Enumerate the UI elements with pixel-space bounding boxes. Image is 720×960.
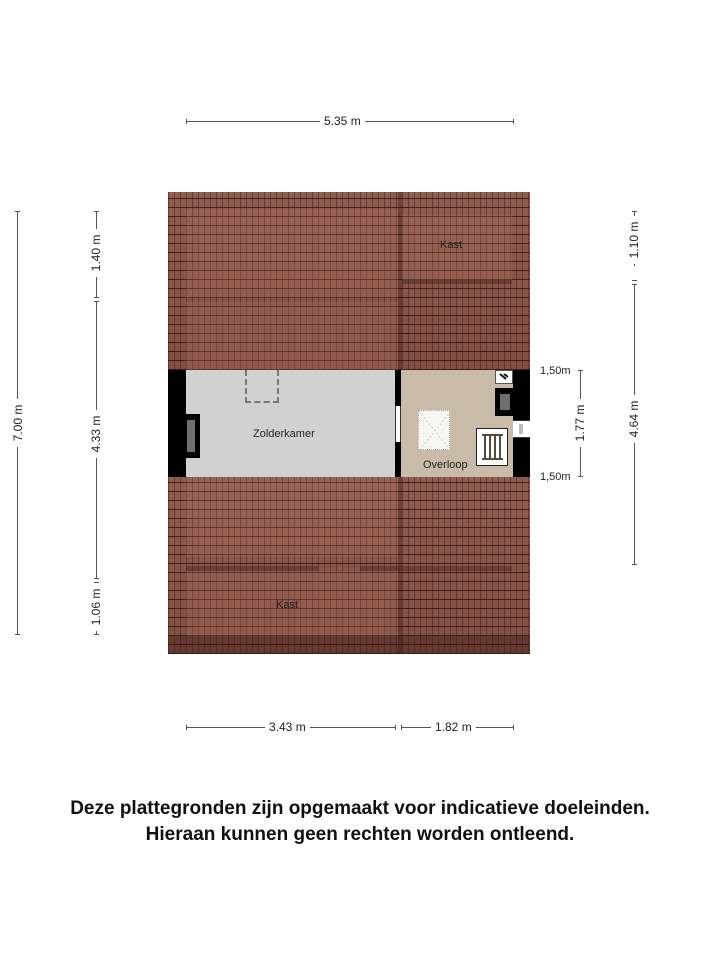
- dimension-tick: [632, 284, 637, 285]
- dimension-tick: [94, 634, 99, 635]
- dimension-tick: [632, 211, 637, 212]
- room-label-overloop: Overloop: [423, 459, 468, 471]
- arrow-icon: [496, 371, 512, 383]
- roof-shade: [186, 477, 398, 557]
- dimension-tick: [513, 725, 514, 730]
- dimension-tick: [395, 725, 396, 730]
- skylight-icon: [419, 411, 451, 451]
- kast-top-edge: [402, 280, 512, 284]
- room-label-kast-bottom: Kast: [276, 599, 299, 611]
- dimension-tick: [632, 564, 637, 565]
- dimension-label-bottom-segment: 1.06 m: [89, 583, 103, 631]
- dimension-tick: [632, 280, 637, 281]
- roof-shade: [186, 210, 398, 298]
- dimension-tick: [94, 297, 99, 298]
- shaft-inner: [500, 394, 510, 410]
- disclaimer-line-2: Hieraan kunnen geen rechten worden ontleend.: [145, 824, 575, 845]
- room-label-zolderkamer: Zolderkamer: [253, 428, 315, 440]
- skylight: [418, 410, 450, 450]
- dimension-label-overloop-height: 1.77 m: [573, 399, 587, 447]
- vent-box: [495, 370, 513, 384]
- dimension-tick: [578, 476, 583, 477]
- chimney-inner: [187, 420, 195, 452]
- disclaimer-line-1: Deze plattegronden zijn opgemaakt voor indicatieve doeleinden.: [70, 798, 650, 819]
- stairs-icon: [477, 429, 507, 465]
- dimension-label-depth: 7.00 m: [11, 399, 25, 447]
- dimension-label-middle-segment: 4.33 m: [89, 410, 103, 458]
- roof-divider: [398, 192, 402, 370]
- roof-shade: [186, 302, 398, 370]
- dimension-tick: [186, 119, 187, 124]
- dimension-tick: [15, 634, 20, 635]
- dimension-tick: [186, 725, 187, 730]
- window-glass: [519, 424, 523, 434]
- dimension-label-right-top: 1.10 m: [627, 216, 641, 264]
- dimension-label-bottom-left: 3.43 m: [265, 720, 310, 734]
- dimension-tick: [94, 301, 99, 302]
- roof-divider: [398, 477, 402, 654]
- dimension-tick: [401, 725, 402, 730]
- dimension-tick: [578, 370, 583, 371]
- dimension-label-top-segment: 1.40 m: [89, 229, 103, 277]
- stairs: [476, 428, 508, 466]
- dimension-tick: [94, 578, 99, 579]
- dimension-tick: [513, 119, 514, 124]
- dimension-label-right-main: 4.64 m: [627, 395, 641, 443]
- roof-eave: [168, 636, 530, 654]
- ceiling-height-bottom: 1,50m: [540, 471, 571, 483]
- dimension-label-bottom-right: 1.82 m: [431, 720, 476, 734]
- ceiling-height-top: 1,50m: [540, 365, 571, 377]
- dimension-label-width: 5.35 m: [320, 114, 365, 128]
- room-zolderkamer: [168, 370, 400, 477]
- room-label-kast-top: Kast: [440, 239, 463, 251]
- dimension-tick: [94, 211, 99, 212]
- dimension-tick: [15, 211, 20, 212]
- hatch-outline: [245, 370, 279, 403]
